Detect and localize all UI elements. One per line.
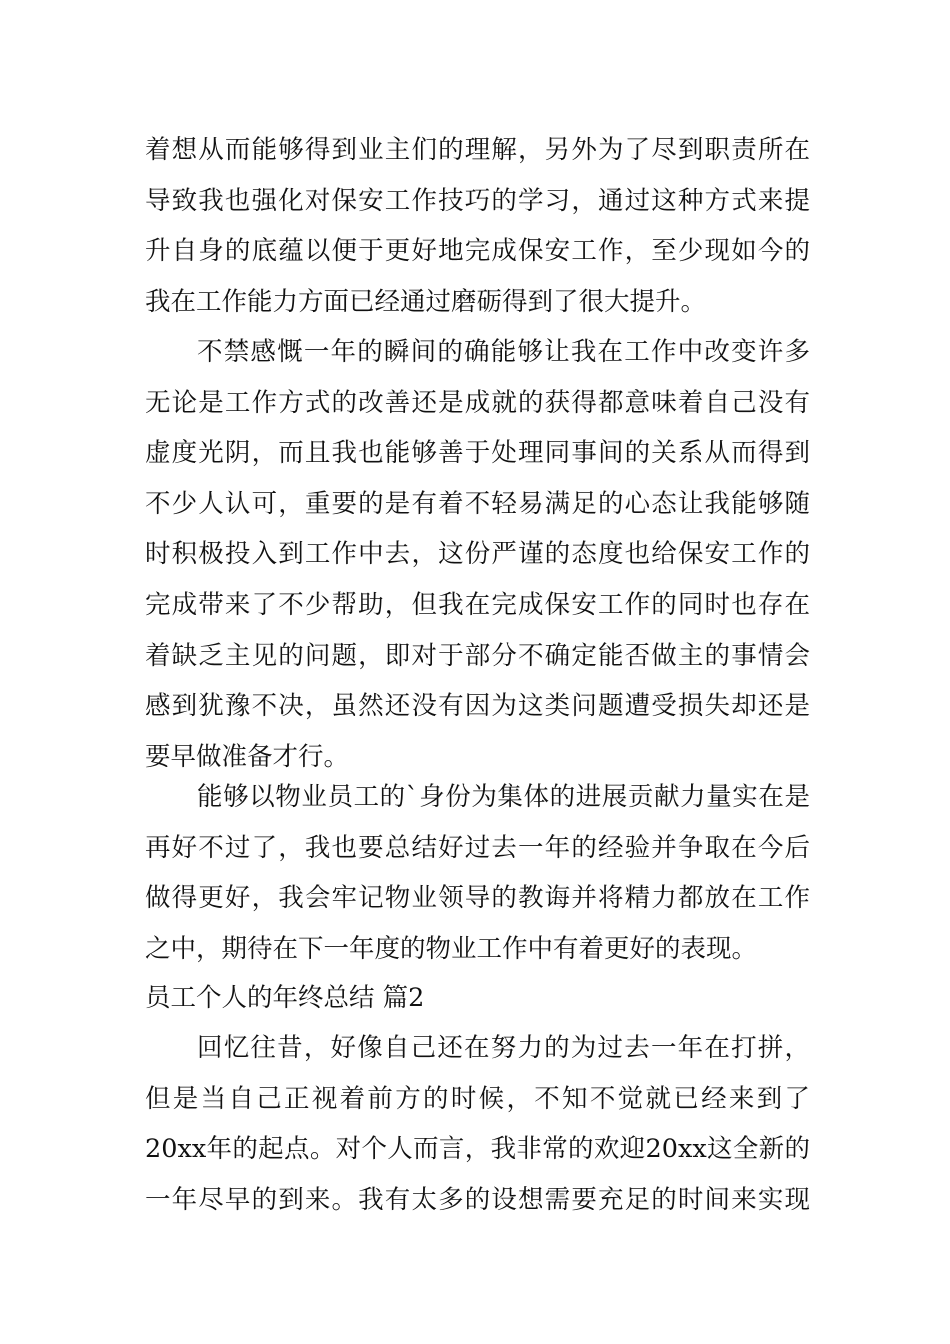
paragraph-continuation bbox=[145, 125, 810, 327]
text-line: 我在工作能力方面已经通过磨砺得到了很大提升。 bbox=[145, 286, 707, 317]
text-line: 20xx年的起点。对个人而言，我非常的欢迎20xx这全新的 bbox=[145, 1134, 810, 1165]
text-line: 之中，期待在下一年度的物业工作中有着更好的表现。 bbox=[145, 933, 758, 964]
text-line: 虚度光阴，而且我也能够善于处理同事间的关系从而得到 bbox=[145, 438, 810, 469]
paragraph-2 bbox=[145, 327, 810, 782]
text-line: 但是当自己正视着前方的时候，不知不觉就已经来到了 bbox=[145, 1083, 810, 1114]
text-line: 一年尽早的到来。我有太多的设想需要充足的时间来实现 bbox=[145, 1184, 810, 1215]
text-line: 不少人认可，重要的是有着不轻易满足的心态让我能够随 bbox=[145, 488, 810, 519]
text-line: 回忆往昔，好像自己还在努力的为过去一年在打拼， bbox=[197, 1033, 810, 1063]
text-line: 要早做准备才行。 bbox=[145, 741, 350, 772]
paragraph-4 bbox=[145, 1023, 810, 1225]
text-line: 升自身的底蕴以便于更好地完成保安工作，至少现如今的 bbox=[145, 236, 810, 267]
text-line: 时积极投入到工作中去，这份严谨的态度也给保安工作的 bbox=[145, 539, 810, 570]
text-line: 再好不过了，我也要总结好过去一年的经验并争取在今后 bbox=[145, 832, 810, 863]
text-line: 不禁感慨一年的瞬间的确能够让我在工作中改变许多 bbox=[197, 337, 810, 367]
text-line: 着缺乏主见的问题，即对于部分不确定能否做主的事情会 bbox=[145, 640, 810, 671]
text-line: 导致我也强化对保安工作技巧的学习，通过这种方式来提 bbox=[145, 185, 810, 216]
text-line: 感到犹豫不决，虽然还没有因为这类问题遭受损失却还是 bbox=[145, 691, 810, 722]
text-line: 无论是工作方式的改善还是成就的获得都意味着自己没有 bbox=[145, 387, 810, 418]
text-line: 着想从而能够得到业主们的理解，另外为了尽到职责所在 bbox=[145, 135, 810, 165]
text-line: 做得更好，我会牢记物业领导的教诲并将精力都放在工作 bbox=[145, 883, 810, 914]
text-line: 能够以物业员工的`身份为集体的进展贡献力量实在是 bbox=[197, 782, 810, 812]
section-heading: 员工个人的年终总结 篇2 bbox=[145, 983, 425, 1013]
text-line: 完成带来了不少帮助，但我在完成保安工作的同时也存在 bbox=[145, 589, 810, 620]
paragraph-3 bbox=[145, 772, 810, 974]
section-heading-block bbox=[145, 973, 810, 1024]
